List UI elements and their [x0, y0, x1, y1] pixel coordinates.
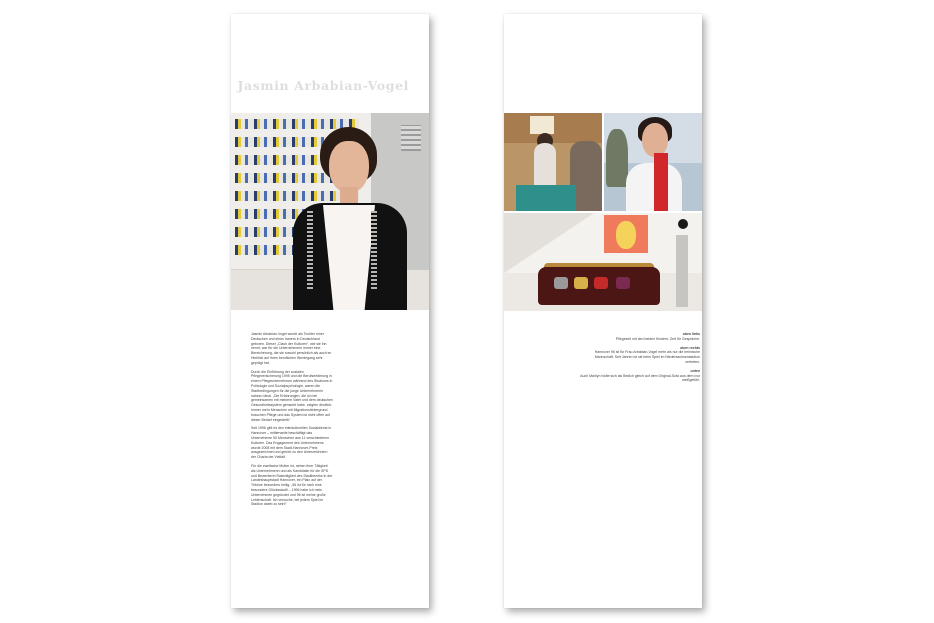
body-text: [251, 332, 333, 511]
paragraph: Durch die Einführung der sozialen Pflegeversicherung 1995 und die Berufserfahrung in einem Pflegeunternehmen während des Studiums in Politologie und Sozialpsychologie, waren die Startbedingungen für die junge Unternehmerin nahezu ideal. „Die Erfahrungen, die ich bei gemeinsamen mit meinem Vater und dem deutschen Gesundheitssystem gemacht habe, zeigten deutlich: Immer mehr Menschen mit Migrationshintergrund brauchen Pflege und das System ist nicht offen auf dieser Bedarf eingestellt.“: [251, 369, 333, 422]
kitchen-photo: [504, 113, 602, 211]
portrait-photo: [231, 113, 429, 310]
right-brochure-page: [504, 14, 702, 608]
caption-label: unten: [690, 368, 700, 373]
caption: [580, 332, 700, 342]
photo-captions: [580, 332, 700, 387]
page-title: Jasmin Arbabian-Vogel: [237, 78, 409, 93]
scarf-photo: [604, 113, 702, 211]
left-brochure-page: [231, 14, 429, 608]
caption-label: oben rechts: [680, 345, 700, 350]
paragraph: Seit 1996 gibt es den interkulturellen Sozialdienst in Hannover – mittlerweile beschäftigt das Unternehmen 50 Menschen aus 11 verschiedenen Kulturen. Das Engagement des Unternehmens wurde 2008 mit dem Stadt-Hannover-Preis ausgezeichnet und gehört zu den Unterzeichnern der Charta der Vielfalt.: [251, 426, 332, 460]
paragraph: Für die zweifache Mutter ist, neben ihrer Tätigkeit als Unternehmerin und als Kandidatin für die SPD und Bewerberin Ratsmitglied des Stadtbezirks in der Landeshauptstadt Hannover, ein Platz auf der Tribüne besonders heilig. „96 ist für mich eine besondere Glücksstadt! – 1996 habe ich mein Unternehmen gegründet und 96 ist meine große Leidenschaft. Ich versuche, bei jedem Spiel im Stadion dabei zu sein!“: [251, 463, 333, 507]
caption: [580, 369, 700, 383]
paragraph: Jasmin Arbabian-Vogel wurde als Tochter einer Deutschen und eines Iraners in Deutschland geboren. Dieser „Clash der Kulturen“, wie sie ihn nennt, war für die Unternehmerin immer eine Bereicherung, die sie sowohl persönlich als auch im Hinblick auf ihren beruflichen Werdegang sehr geprägt hat.: [251, 332, 332, 365]
caption-text: Hannover 96 ist für Frau Arbabian-Vogel mehr als nur die heimische Mannschaft. Seit Jahren ist sie beim Spiel im Niedersachsenstadion vertreten.: [594, 350, 700, 364]
living-room-photo: [504, 213, 702, 311]
caption: [580, 346, 700, 365]
caption-label: oben links: [682, 332, 700, 336]
caption-text: Auch Marilyn Ivkite sich als Bedich gleich auf dem Original-Sofa aus dem ivor weißgefühl.: [580, 373, 700, 383]
caption-text: Pflegezeit mit den beiden Kindern: Zeit für Gespräche.: [615, 336, 700, 341]
